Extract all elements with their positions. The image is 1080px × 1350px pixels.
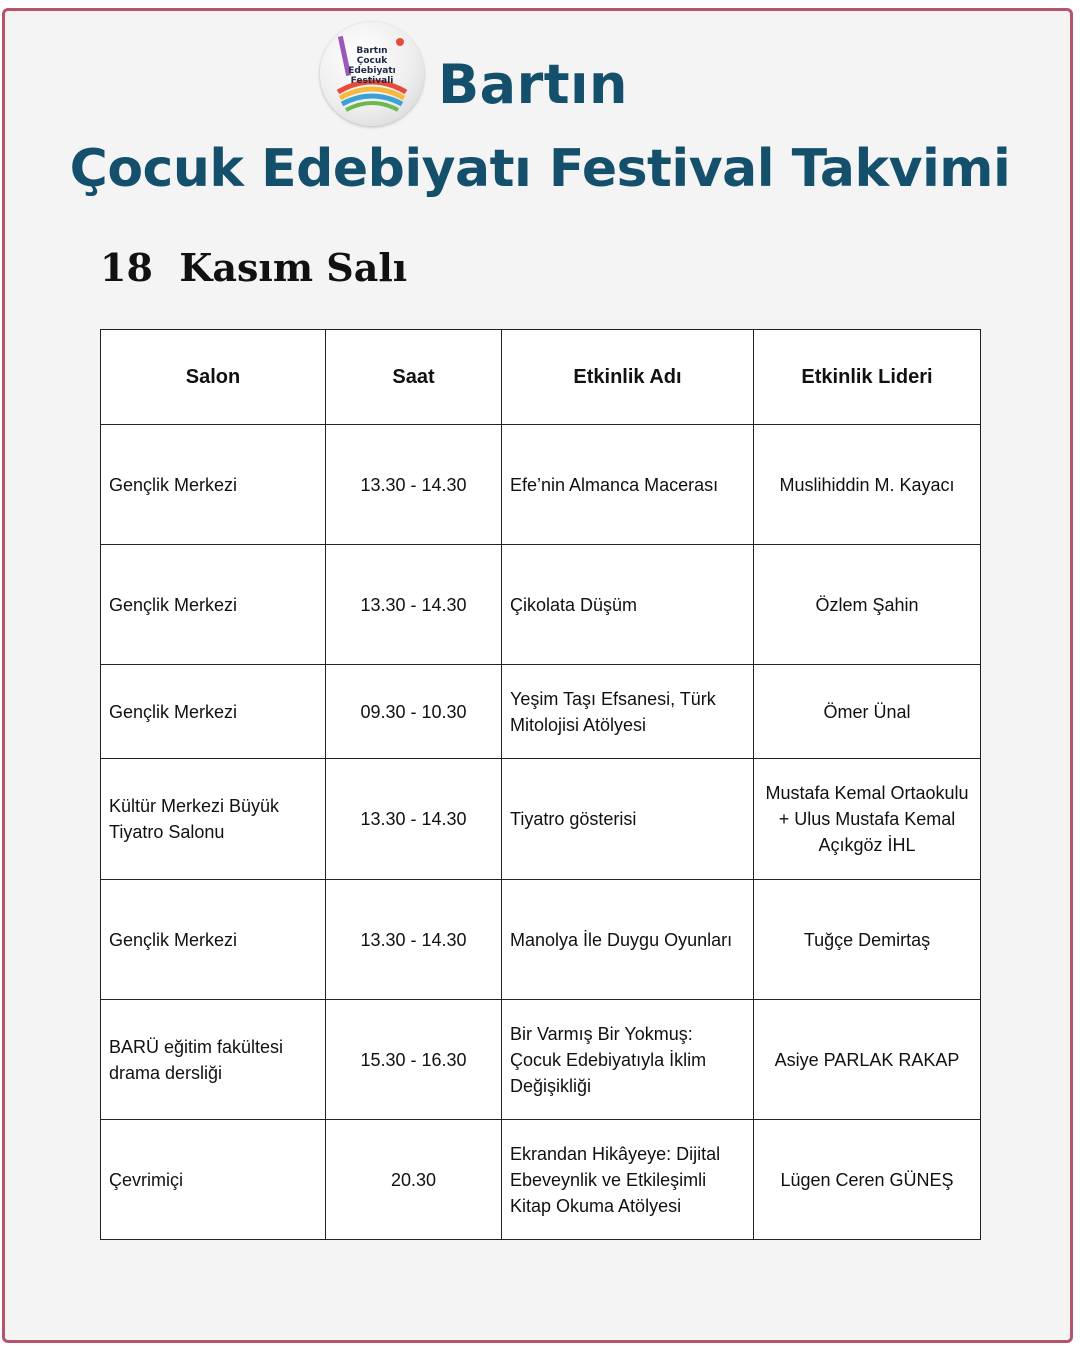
cell-salon: Gençlik Merkezi <box>101 665 326 759</box>
table-row <box>101 425 981 545</box>
table-row <box>101 545 981 665</box>
cell-etkinlik-adi: Efe’nin Almanca Macerası <box>502 425 754 545</box>
cell-saat: 13.30 - 14.30 <box>326 545 502 665</box>
column-header-salon: Salon <box>101 330 326 425</box>
cell-saat: 15.30 - 16.30 <box>326 1000 502 1120</box>
page-title-line1: Bartın <box>438 53 628 116</box>
cell-etkinlik-adi: Çikolata Düşüm <box>502 545 754 665</box>
cell-etkinlik-lideri: Mustafa Kemal Ortaokulu + Ulus Mustafa Kemal Açıkgöz İHL <box>754 759 981 880</box>
cell-saat: 09.30 - 10.30 <box>326 665 502 759</box>
logo-line: Festivali <box>350 76 394 86</box>
cell-saat: 20.30 <box>326 1120 502 1240</box>
cell-etkinlik-lideri: Muslihiddin M. Kayacı <box>754 425 981 545</box>
cell-etkinlik-adi: Yeşim Taşı Efsanesi, Türk Mitolojisi Atölyesi <box>502 665 754 759</box>
schedule-table <box>100 329 981 1240</box>
cell-etkinlik-adi: Tiyatro gösterisi <box>502 759 754 880</box>
cell-etkinlik-lideri: Tuğçe Demirtaş <box>754 880 981 1000</box>
cell-etkinlik-lideri: Ömer Ünal <box>754 665 981 759</box>
column-header-saat: Saat <box>326 330 502 425</box>
cell-etkinlik-adi: Ekrandan Hikâyeye: Dijital Ebeveynlik ve Etkileşimli Kitap Okuma Atölyesi <box>502 1120 754 1240</box>
logo-line: Edebiyatı <box>348 66 396 76</box>
cell-etkinlik-lideri: Lügen Ceren GÜNEŞ <box>754 1120 981 1240</box>
cell-etkinlik-lideri: Özlem Şahin <box>754 545 981 665</box>
table-row <box>101 880 981 1000</box>
column-header-etkinlik-lideri: Etkinlik Lideri <box>754 330 981 425</box>
cell-etkinlik-adi: Bir Varmış Bir Yokmuş: Çocuk Edebiyatıyla İklim Değişikliği <box>502 1000 754 1120</box>
table-row <box>101 759 981 880</box>
table-header-row <box>101 330 981 425</box>
festival-logo <box>320 22 424 126</box>
cell-etkinlik-lideri: Asiye PARLAK RAKAP <box>754 1000 981 1120</box>
logo-wordmark <box>320 46 424 86</box>
cell-salon: Gençlik Merkezi <box>101 880 326 1000</box>
table-row <box>101 1000 981 1120</box>
event-date: 18 Kasım Salı <box>100 245 408 290</box>
cell-salon: Gençlik Merkezi <box>101 425 326 545</box>
table-row <box>101 1120 981 1240</box>
cell-salon: Çevrimiçi <box>101 1120 326 1240</box>
page-title-line2: Çocuk Edebiyatı Festival Takvimi <box>69 139 1011 199</box>
cell-salon: Kültür Merkezi Büyük Tiyatro Salonu <box>101 759 326 880</box>
cell-saat: 13.30 - 14.30 <box>326 425 502 545</box>
cell-salon: BARÜ eğitim fakültesi drama dersliği <box>101 1000 326 1120</box>
column-header-etkinlik-adi: Etkinlik Adı <box>502 330 754 425</box>
logo-line: Bartın <box>356 46 388 56</box>
cell-etkinlik-adi: Manolya İle Duygu Oyunları <box>502 880 754 1000</box>
cell-saat: 13.30 - 14.30 <box>326 759 502 880</box>
cell-salon: Gençlik Merkezi <box>101 545 326 665</box>
table-row <box>101 665 981 759</box>
cell-saat: 13.30 - 14.30 <box>326 880 502 1000</box>
logo-line: Çocuk <box>356 56 388 66</box>
